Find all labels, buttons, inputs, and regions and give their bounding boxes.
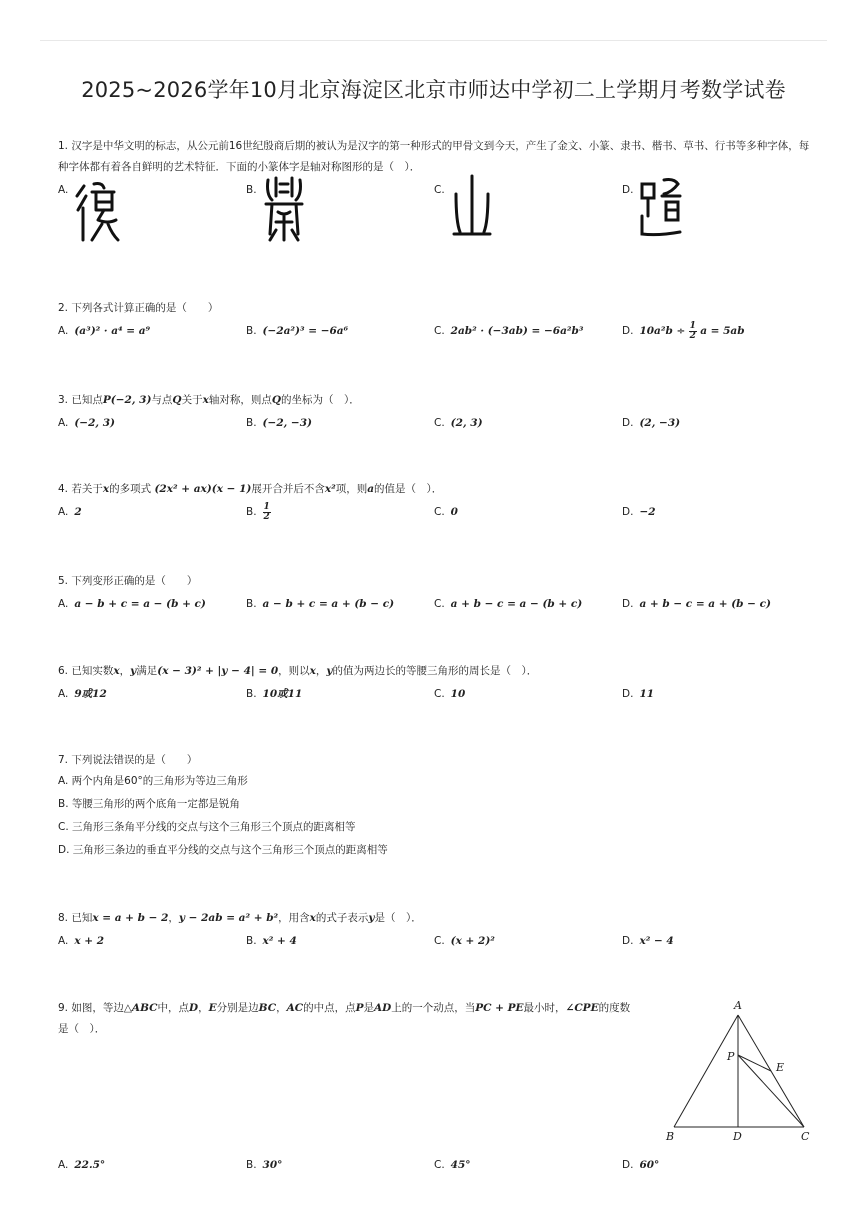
label-e: E xyxy=(776,1061,785,1074)
question-7-stem: 7. 下列说法错误的是（ ） xyxy=(58,754,198,766)
question-8 xyxy=(58,908,818,953)
question-4 xyxy=(58,479,818,524)
triangle-figure xyxy=(660,995,820,1145)
top-divider xyxy=(40,40,827,41)
seal-glyph-c-image xyxy=(450,172,494,242)
q9-option-b[interactable]: B. 30° xyxy=(246,1159,283,1171)
question-1-stem: 1. 汉字是中华文明的标志，从公元前16世纪殷商后期的被认为是汉字的第一种形式的甲骨文到今天，产生了金文、小篆、隶书、楷书、草书、行书等多种字体，每种字体都有着各自鲜明的艺术特征．下面的小篆体字是轴对称图形的是（ ）． xyxy=(58,140,810,173)
q5-option-d[interactable]: D. a + b − c = a + (b − c) xyxy=(622,598,771,610)
q3-option-b[interactable]: B. (−2, −3) xyxy=(246,417,313,429)
question-9-stem: 9. 如图，等边△ABC中，点D，E分别是边BC，AC的中点，点P是AD上的一个动点，当PC + PE最小时，∠CPE的度数是（ ）． xyxy=(58,1002,631,1035)
q6-option-b[interactable]: B. 10或11 xyxy=(246,688,303,700)
q8-option-c[interactable]: C. (x + 2)² xyxy=(434,935,495,947)
q6-option-a[interactable]: A. 9或12 xyxy=(58,688,107,700)
q2-option-c[interactable]: C. 2ab² · (−3ab) = −6a²b³ xyxy=(434,325,584,337)
q1-option-d[interactable]: D. xyxy=(622,184,634,196)
question-3 xyxy=(58,390,818,435)
q7-option-d[interactable]: D. 三角形三条边的垂直平分线的交点与这个三角形三个顶点的距离相等 xyxy=(58,844,388,856)
label-b: B xyxy=(666,1130,675,1143)
question-8-stem: 8. 已知x = a + b − 2，y − 2ab = a² + b²，用含x的式子表示y是（ ）． xyxy=(58,912,422,924)
seal-glyph-d-image xyxy=(638,176,686,244)
q6-option-d[interactable]: D. 11 xyxy=(622,688,655,700)
segment-pc xyxy=(738,1055,804,1127)
q8-option-b[interactable]: B. x² + 4 xyxy=(246,935,297,947)
q5-option-c[interactable]: C. a + b − c = a − (b + c) xyxy=(434,598,583,610)
q4-option-b[interactable]: B. $\frac{1}{2}$ xyxy=(246,501,270,522)
question-3-stem: 3. 已知点P(−2, 3)与点Q关于x轴对称，则点Q的坐标为（ ）． xyxy=(58,394,360,406)
q3-option-d[interactable]: D. (2, −3) xyxy=(622,417,681,429)
q8-option-a[interactable]: A. x + 2 xyxy=(58,935,105,947)
q7-option-a[interactable]: A. 两个内角是60°的三角形为等边三角形 xyxy=(58,775,248,787)
question-1 xyxy=(58,136,818,250)
question-9-options xyxy=(58,1153,818,1177)
q2-option-d[interactable]: D. 10a²b ÷ $\frac{1}{2}$ a = 5ab xyxy=(622,320,745,341)
q9-option-d[interactable]: D. 60° xyxy=(622,1159,660,1171)
seal-glyph-a-image xyxy=(74,180,120,244)
q1-option-b[interactable]: B. xyxy=(246,184,257,196)
page-title: 2025~2026学年10月北京海淀区北京市师达中学初二上学期月考数学试卷 xyxy=(81,78,786,102)
label-a: A xyxy=(734,999,742,1012)
question-6 xyxy=(58,661,818,706)
q9-option-c[interactable]: C. 45° xyxy=(434,1159,471,1171)
q1-option-c[interactable]: C. xyxy=(434,184,445,196)
q5-option-a[interactable]: A. a − b + c = a − (b + c) xyxy=(58,598,206,610)
q3-option-a[interactable]: A. (−2, 3) xyxy=(58,417,116,429)
q2-option-b[interactable]: B. (−2a²)³ = −6a⁶ xyxy=(246,325,349,337)
seal-glyph-b-image xyxy=(262,174,306,244)
q7-option-b[interactable]: B. 等腰三角形的两个底角一定都是锐角 xyxy=(58,798,240,810)
q6-option-c[interactable]: C. 10 xyxy=(434,688,466,700)
question-5-stem: 5. 下列变形正确的是（ ） xyxy=(58,575,198,587)
label-c: C xyxy=(801,1130,810,1143)
q4-option-c[interactable]: C. 0 xyxy=(434,506,458,518)
q2-option-a[interactable]: A. (a³)² · a⁴ = a⁹ xyxy=(58,325,151,337)
q8-option-d[interactable]: D. x² − 4 xyxy=(622,935,674,947)
question-7 xyxy=(58,750,818,863)
question-2-stem: 2. 下列各式计算正确的是（ ） xyxy=(58,302,219,314)
q1-option-a[interactable]: A. xyxy=(58,184,69,196)
question-6-stem: 6. 已知实数x，y满足(x − 3)² + |y − 4| = 0，则以x，y的值为两边长的等腰三角形的周长是（ ）． xyxy=(58,665,538,677)
label-p: P xyxy=(727,1050,735,1063)
question-5 xyxy=(58,571,818,616)
q4-option-a[interactable]: A. 2 xyxy=(58,506,82,518)
q4-option-d[interactable]: D. −2 xyxy=(622,506,656,518)
question-9 xyxy=(58,998,638,1040)
segment-ec xyxy=(771,1071,804,1127)
q5-option-b[interactable]: B. a − b + c = a + (b − c) xyxy=(246,598,395,610)
side-ab xyxy=(674,1015,738,1127)
q7-option-c[interactable]: C. 三角形三条角平分线的交点与这个三角形三个顶点的距离相等 xyxy=(58,821,356,833)
q3-option-c[interactable]: C. (2, 3) xyxy=(434,417,483,429)
question-4-stem: 4. 若关于x的多项式 (2x² + ax)(x − 1)展开合并后不含x²项，则a的值是（ ）． xyxy=(58,483,443,495)
label-d: D xyxy=(733,1130,742,1143)
question-2 xyxy=(58,298,818,343)
q9-option-a[interactable]: A. 22.5° xyxy=(58,1159,106,1171)
